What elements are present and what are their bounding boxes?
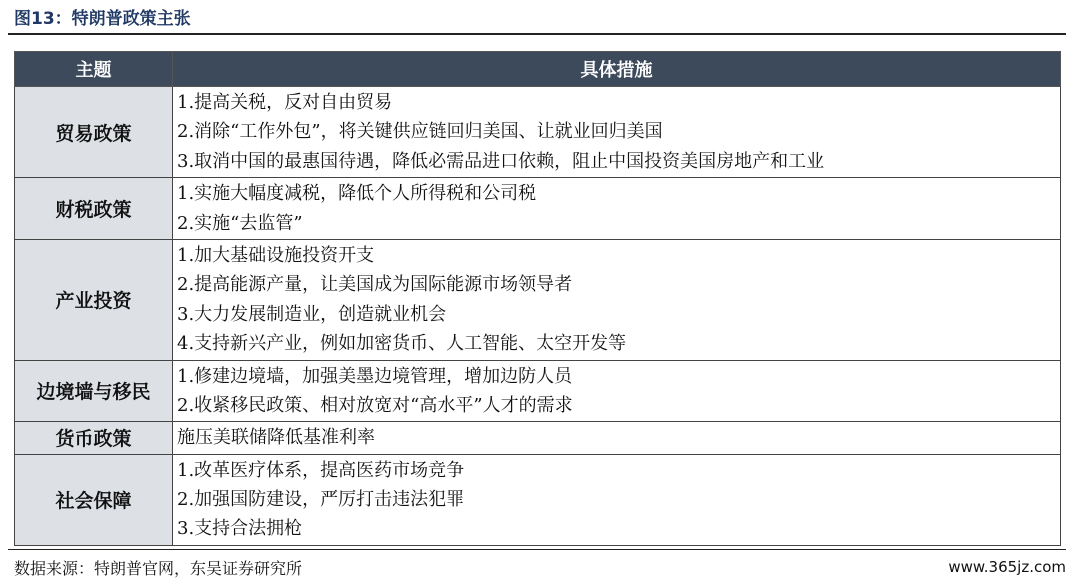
table-row [15,178,1061,240]
row-measures [173,422,1061,454]
measure-item: 1.实施大幅度减税，降低个人所得税和公司税 [177,183,537,205]
row-topic: 边境墙与移民 [15,360,173,422]
row-measures [173,178,1061,240]
row-topic: 产业投资 [15,239,173,360]
table-row [15,239,1061,360]
table-body [15,87,1061,546]
measure-item: 2.收紧移民政策、相对放宽对“高水平”人才的需求 [177,394,573,416]
row-topic: 货币政策 [15,422,173,454]
row-topic: 社会保障 [15,454,173,545]
measure-item: 2.提高能源产量，让美国成为国际能源市场领导者 [177,274,573,296]
row-measures [173,360,1061,422]
measure-item: 3.支持合法拥枪 [177,518,303,540]
header-topic: 主题 [15,52,173,87]
row-topic: 贸易政策 [15,87,173,178]
measure-item: 3.大力发展制造业，创造就业机会 [177,303,447,325]
top-rule [8,33,1066,35]
measure-item: 3.取消中国的最惠国待遇，降低必需品进口依赖，阻止中国投资美国房地产和工业 [177,150,825,172]
measure-item: 2.加强国防建设，严厉打击违法犯罪 [177,489,465,511]
row-measures [173,239,1061,360]
measure-item: 施压美联储降低基准利率 [177,427,375,449]
measure-item: 1.修建边境墙，加强美墨边境管理，增加边防人员 [177,365,573,387]
figure-title: 图13：特朗普政策主张 [14,9,191,29]
header-measures: 具体措施 [173,52,1061,87]
source-note: 数据来源：特朗普官网，东吴证券研究所 [14,559,303,578]
measure-item: 1.加大基础设施投资开支 [177,244,375,266]
measure-item: 1.提高关税，反对自由贸易 [177,92,393,113]
table-row [15,360,1061,422]
measure-item: 1.改革医疗体系，提高医药市场竞争 [177,459,465,481]
bottom-rule [8,549,1066,550]
table-row [15,422,1061,454]
measure-item: 2.实施“去监管” [177,212,303,234]
row-topic: 财税政策 [15,178,173,240]
policy-table [14,51,1061,546]
measure-item: 4.支持新兴产业，例如加密货币、人工智能、太空开发等 [177,333,627,355]
table-header-row [15,52,1061,87]
measure-item: 2.消除“工作外包”，将关键供应链回归美国、让就业回归美国 [177,121,663,143]
table-row [15,87,1061,178]
watermark: www.365jz.com [948,558,1066,576]
row-measures [173,87,1061,178]
table-row [15,454,1061,545]
row-measures [173,454,1061,545]
